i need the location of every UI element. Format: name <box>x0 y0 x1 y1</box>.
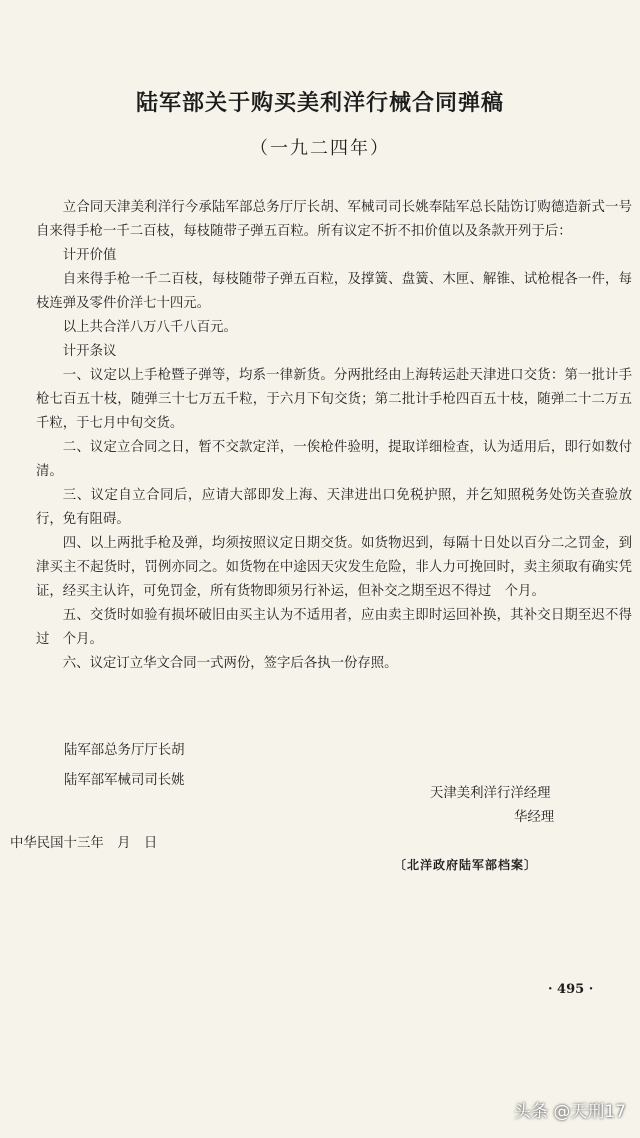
clause-5: 五、交货时如验有损坏破旧由买主认为不适用者，应由卖主即时运回补换，其补交日期至迟不得过 个月。 <box>36 608 632 647</box>
paragraph-total: 以上共合洋八万八千八百元。 <box>62 320 237 335</box>
clause-1: 一、议定以上手枪暨子弹等，均系一律新货。分两批经由上海转运赴天津进口交货：第一批计手枪七百五十枝，随弹三十七万五千粒，于六月下旬交货；第二批计手枪四百五十枝，随弹二十二万五千粒，于七月中旬交货。 <box>36 368 632 431</box>
paragraph-intro: 立合同天津美利洋行今承陆军部总务厅厅长胡、军械司司长姚奉陆军总长陆饬订购德造新式一号自来得手枪一千二百枝，每枝随带子弹五百粒。所有议定不折不扣价值以及条款开列于后： <box>36 200 632 239</box>
signatory-right-2: 华经理 <box>514 810 555 825</box>
clause-3: 三、议定自立合同后，应请大部即发上海、天津进出口免税护照，并乞知照税务处饬关查验放行，免有阻碍。 <box>36 488 632 527</box>
signatory-left-2: 陆军部军械司司长姚 <box>64 773 185 788</box>
document-title: 陆军部关于购买美利洋行械合同弹稿 <box>135 91 504 116</box>
paragraph-price: 自来得手枪一千二百枝，每枝随带子弹五百粒，及撑簧、盘簧、木匣、解锥、试枪棍各一件，每枝连弹及零件价洋七十四元。 <box>36 272 632 311</box>
signatory-left-1: 陆军部总务厅厅长胡 <box>64 743 185 758</box>
section-heading-price: 计开价值 <box>62 248 117 263</box>
archive-source: 〔北洋政府陆军部档案〕 <box>394 858 538 872</box>
document-body <box>36 196 632 676</box>
watermark: 头条 @天刑17 <box>513 1102 626 1122</box>
section-heading-terms: 计开条议 <box>62 344 117 359</box>
clause-4: 四、以上两批手枪及弹，均须按照议定日期交货。如货物迟到，每隔十日处以百分二之罚金，到津买主不起货时，罚例亦同之。如货物在中途因天灾发生危险，非人力可挽回时，卖主须取有确实凭证，经买主认许，可免罚金，所有货物即须另行补运，但补交之期至迟不得过 个月。 <box>36 536 632 599</box>
document-date: 中华民国十三年 月 日 <box>10 836 158 851</box>
clause-2: 二、议定立合同之日，暂不交款定洋，一俟枪件验明，提取详细检查，认为适用后，即行如数付清。 <box>36 440 632 479</box>
page-number: · 495 · <box>548 982 594 997</box>
signatory-right-1: 天津美利洋行洋经理 <box>430 786 551 801</box>
signatory-left-block <box>64 736 185 796</box>
clause-6: 六、议定订立华文合同一式两份，签字后各执一份存照。 <box>62 656 398 671</box>
document-subtitle: （一九二四年） <box>250 138 390 159</box>
